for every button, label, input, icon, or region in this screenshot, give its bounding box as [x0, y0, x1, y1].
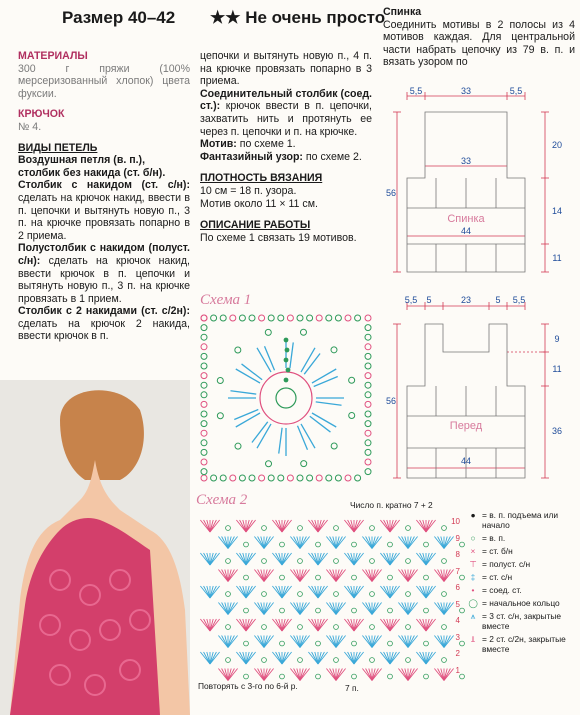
back-right-dim-2: 14	[551, 206, 563, 216]
stitch-dc-text: сделать на крючок накид, ввести в п. цепочки и вытянуть новую п., 3 п. на крючке провязать попарно в 2 приема.	[18, 191, 190, 242]
x-icon: ×	[470, 546, 476, 556]
front-top-dim-5: 5,5	[512, 295, 526, 305]
gauge-line-2: Мотив около 11 × 11 см.	[200, 197, 318, 210]
gauge-title: ПЛОТНОСТЬ ВЯЗАНИЯ	[200, 172, 323, 185]
legend-item	[464, 559, 580, 569]
back-schematic	[385, 86, 575, 286]
gauge-line-1: 10 см = 18 п. узора.	[200, 184, 297, 197]
back-title: Спинка	[383, 6, 422, 18]
schema-2-multiple: Число п. кратно 7 + 2	[350, 500, 433, 510]
back-top-dim-1: 5,5	[409, 86, 423, 96]
legend-text: = 2 ст. с/2н, закрытые вместе	[482, 634, 566, 654]
text-column-1	[18, 50, 190, 343]
legend-item	[464, 546, 580, 556]
schema-2-repeat: Повторять с 3-го по 6-й р.	[198, 681, 298, 691]
front-schematic	[385, 292, 575, 492]
row-number: 10	[451, 517, 460, 526]
legend-text: = в. п.	[482, 533, 506, 543]
legend-text: = начальное кольцо	[482, 598, 560, 608]
schema-1-label: Схема 1	[200, 292, 252, 308]
schema-2-seven: 7 п.	[345, 683, 359, 693]
work-title: ОПИСАНИЕ РАБОТЫ	[200, 219, 311, 232]
stitch-dc	[18, 179, 190, 242]
back-right-dim-1: 20	[551, 140, 563, 150]
continued-text: цепочки и вытянуть новую п., 4 п. на крючке провязать попарно в 3 приема.	[200, 50, 372, 88]
stitch-hdc-name: Полустолбик с накидом (полуст. с/н):	[18, 242, 190, 267]
hook-title: КРЮЧОК	[18, 108, 65, 121]
legend-text: = 3 ст. с/н, закрытые вместе	[482, 611, 562, 631]
front-right-dim-1: 9	[554, 334, 560, 344]
back-left-dim: 56	[385, 188, 397, 198]
slip-stitch-text: крючок ввести в п. цепочки, захватить нить и протянуть ее через п. цепочки и п. на крючке.	[200, 100, 372, 138]
row-number: 5	[455, 599, 460, 609]
stitch-hdc-text: сделать на крючок накид, ввести крючок в п. цепочки и вытянуть новую п., 3 п. на крючке провязать в 1 прием.	[18, 254, 190, 305]
back-label: Спинка	[447, 213, 485, 225]
text-column-3	[383, 6, 575, 69]
front-top-dim-3: 23	[460, 295, 472, 305]
row-number: 1	[455, 665, 460, 675]
back-text: Соединить мотивы в 2 полосы из 4 мотивов каждая. Для центральной части набрать цепочку из 79 в. п. и вязать узором по	[383, 18, 575, 69]
schema-1-motif	[196, 310, 376, 485]
legend-item	[464, 572, 580, 582]
circle-icon: ○	[470, 533, 476, 543]
legend-text: = в. п. подъема или начало	[482, 510, 559, 530]
dc3-icon: ⩚	[470, 611, 476, 621]
back-top-dim-3: 5,5	[509, 86, 523, 96]
back-top-dim-2: 33	[460, 86, 472, 96]
row-number: 2	[455, 649, 460, 658]
row-number: 3	[455, 632, 460, 642]
motif-name: Мотив:	[200, 138, 237, 151]
difficulty-heading: ★★ Не очень просто	[210, 8, 386, 27]
stitch-tr-text: сделать на крючок 2 накида, ввести крючок в п.	[18, 317, 190, 343]
stitch-chain: Воздушная петля (в. п.), столбик без накида (ст. б/н).	[18, 154, 166, 179]
legend-text: = полуст. с/н	[482, 559, 531, 569]
tr2-icon: ⫫	[470, 634, 476, 644]
fancy-pattern-text: по схеме 2.	[305, 150, 362, 163]
fancy-pattern-name: Фантазийный узор:	[200, 150, 303, 163]
half-icon: ⊤	[469, 559, 477, 569]
legend-item	[464, 611, 580, 631]
row-number: 7	[455, 566, 460, 576]
legend-text: = ст. с/н	[482, 572, 513, 582]
row-number: 8	[455, 550, 460, 559]
work-text: По схеме 1 связать 19 мотивов.	[200, 231, 357, 244]
front-width-dim: 44	[460, 456, 472, 466]
stitches-title: ВИДЫ ПЕТЕЛЬ	[18, 141, 98, 154]
dc-icon: ‡	[470, 572, 476, 582]
materials-text: 300 г пряжи (100% мерсеризованный хлопок) цвета фуксии.	[18, 62, 190, 100]
back-neck-dim: 33	[460, 156, 472, 166]
materials-title: МАТЕРИАЛЫ	[18, 50, 88, 62]
dot-icon: ●	[470, 510, 476, 520]
legend-item	[464, 533, 580, 543]
pattern-grid	[200, 520, 464, 681]
size-heading: Размер 40–42	[62, 8, 176, 27]
legend-text: = ст. б/н	[482, 546, 513, 556]
start-ring	[276, 388, 296, 408]
motif-text: по схеме 1.	[239, 138, 296, 151]
front-top-dim-4: 5	[495, 295, 501, 305]
legend-item	[464, 510, 580, 530]
legend-item	[464, 634, 580, 654]
stitch-hdc	[18, 242, 190, 305]
front-top-dim-2: 5	[426, 295, 432, 305]
schema-2-label: Схема 2	[196, 492, 248, 508]
row-number: 4	[455, 616, 460, 625]
back-right-dim-3: 11	[552, 253, 562, 263]
slip-icon: •	[471, 585, 475, 595]
front-right-dim-2: 11	[552, 364, 562, 374]
row-number: 6	[455, 583, 460, 592]
stitch-tr-name: Столбик с 2 накидами (ст. с/2н):	[18, 305, 190, 318]
text-column-2	[200, 50, 372, 244]
front-left-dim: 56	[385, 396, 397, 406]
row-numbers	[446, 514, 460, 679]
hook-text: № 4.	[18, 120, 42, 133]
stitch-dc-name: Столбик с накидом (ст. с/н):	[18, 179, 190, 192]
front-label: Перед	[449, 420, 483, 432]
row-number: 9	[455, 533, 460, 543]
stitch-tr	[18, 305, 190, 343]
slip-stitch-name: Соединительный столбик (соед. ст.):	[200, 87, 372, 113]
schema-2-pattern	[196, 510, 466, 685]
back-width-dim: 44	[460, 226, 472, 236]
legend-item	[464, 585, 580, 595]
model-photo	[0, 380, 190, 715]
legend-item	[464, 598, 580, 608]
legend-text: = соед. ст.	[482, 585, 522, 595]
front-right-dim-3: 36	[551, 426, 563, 436]
ring-icon: ◯	[468, 598, 478, 608]
legend	[464, 510, 580, 657]
front-top-dim-1: 5,5	[404, 295, 418, 305]
